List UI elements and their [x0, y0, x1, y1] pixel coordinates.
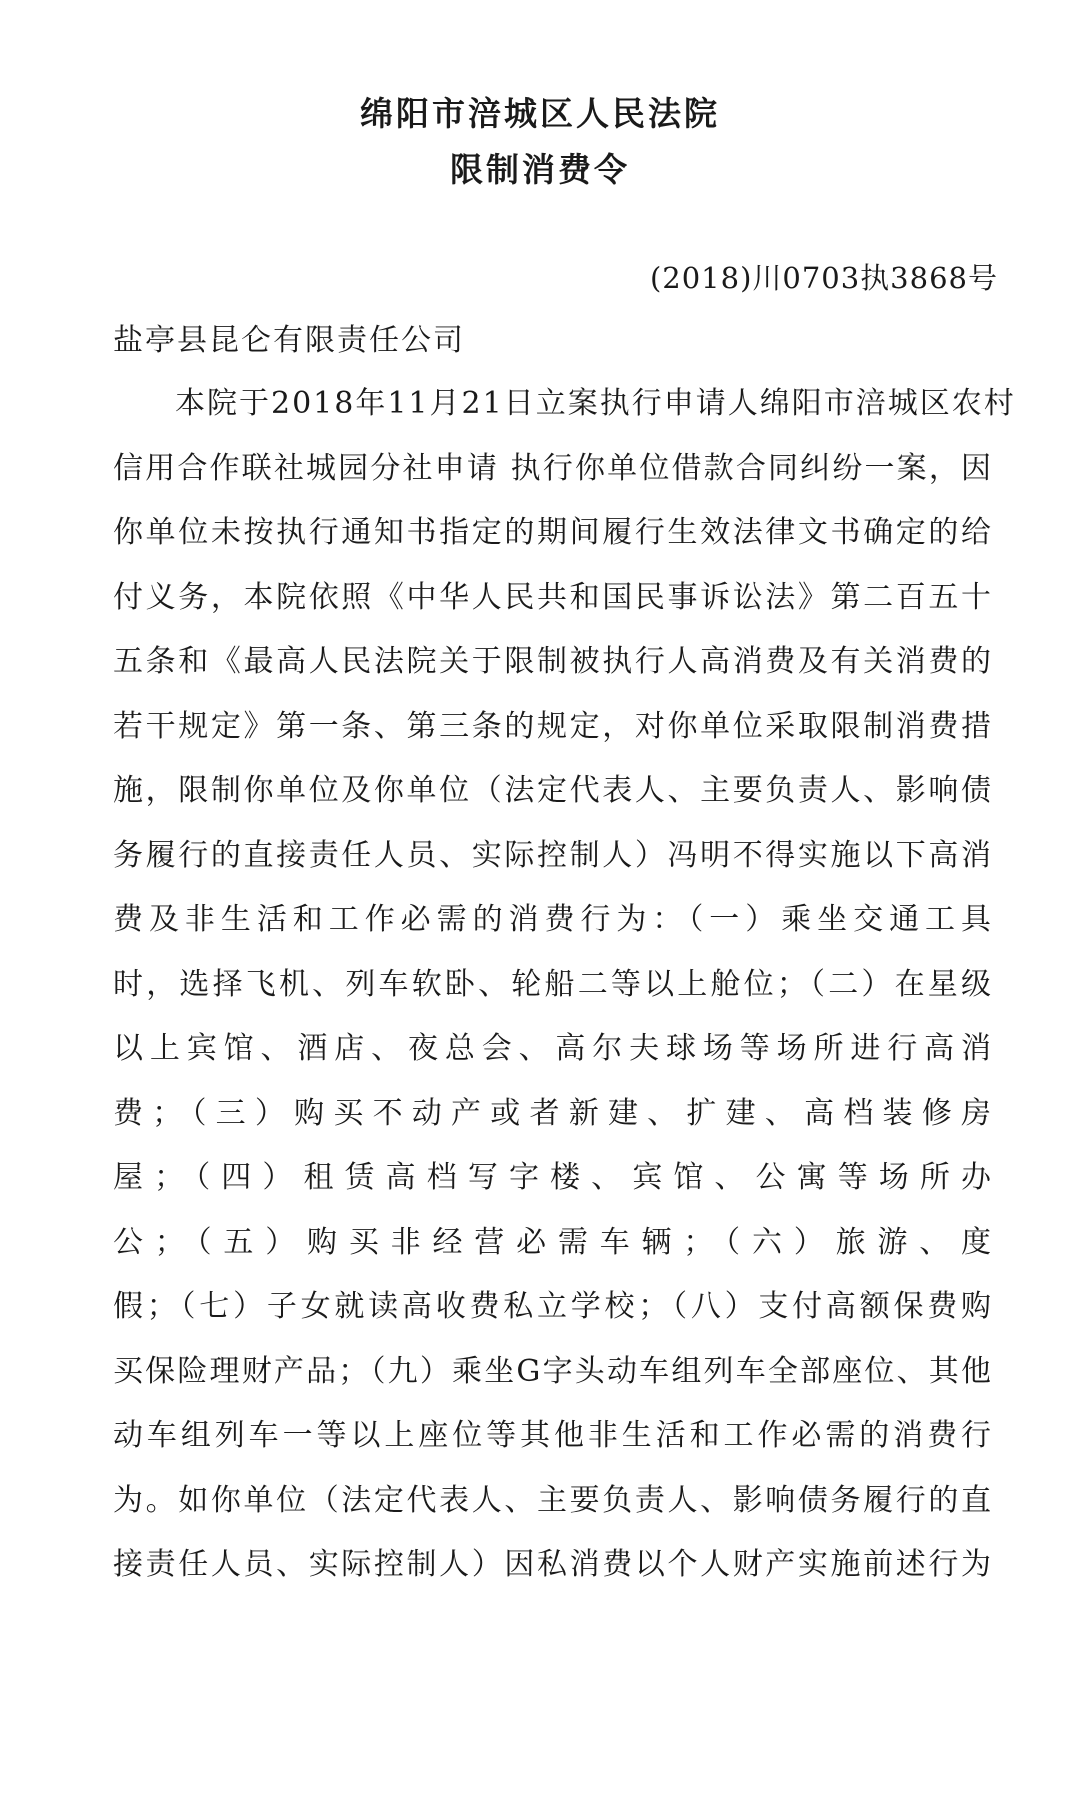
case-number: (2018)川0703执3868号 — [649, 261, 998, 295]
body-line: 费；（三）购买不动产或者新建、扩建、高档装修房 — [113, 1095, 993, 1131]
document-type-title: 限制消费令 — [450, 150, 630, 189]
body-line: 本院于2018年11月21日立案执行申请人绵阳市涪城区农村 — [175, 386, 1016, 421]
addressee: 盐亭县昆仑有限责任公司 — [113, 323, 465, 358]
body-line: 以上宾馆、酒店、夜总会、高尔夫球场等场所进行高消 — [113, 1031, 993, 1066]
body-line: 信用合作联社城园分社申请 执行你单位借款合同纠纷一案，因 — [113, 450, 993, 486]
body-line: 公；（五）购买非经营必需车辆；（六）旅游、度 — [113, 1224, 993, 1260]
body-line: 买保险理财产品；（九）乘坐G字头动车组列车全部座位、其他 — [113, 1353, 993, 1389]
body-line: 为。如你单位（法定代表人、主要负责人、影响债务履行的直 — [113, 1482, 993, 1518]
court-name-title: 绵阳市涪城区人民法院 — [360, 94, 720, 133]
body-line: 假；（七）子女就读高收费私立学校；（八）支付高额保费购 — [113, 1289, 993, 1324]
body-line: 五条和《最高人民法院关于限制被执行人高消费及有关消费的 — [113, 644, 993, 679]
body-line: 付义务，本院依照《中华人民共和国民事诉讼法》第二百五十 — [113, 579, 993, 615]
body-line: 务履行的直接责任人员、实际控制人）冯明不得实施以下高消 — [113, 837, 993, 873]
body-line: 时，选择飞机、列车软卧、轮船二等以上舱位；（二）在星级 — [113, 966, 993, 1002]
body-text — [113, 372, 1016, 1598]
body-line: 动车组列车一等以上座位等其他非生活和工作必需的消费行 — [113, 1418, 993, 1453]
body-line: 施，限制你单位及你单位（法定代表人、主要负责人、影响债 — [113, 773, 993, 808]
body-line: 费及非生活和工作必需的消费行为：（一）乘坐交通工具 — [113, 902, 993, 937]
body-line: 屋；（四）租赁高档写字楼、宾馆、公寓等场所办 — [113, 1160, 993, 1195]
body-line: 你单位未按执行通知书指定的期间履行生效法律文书确定的给 — [113, 515, 993, 550]
body-line: 接责任人员、实际控制人）因私消费以个人财产实施前述行为 — [113, 1547, 993, 1582]
body-line: 若干规定》第一条、第三条的规定，对你单位采取限制消费措 — [113, 708, 993, 744]
